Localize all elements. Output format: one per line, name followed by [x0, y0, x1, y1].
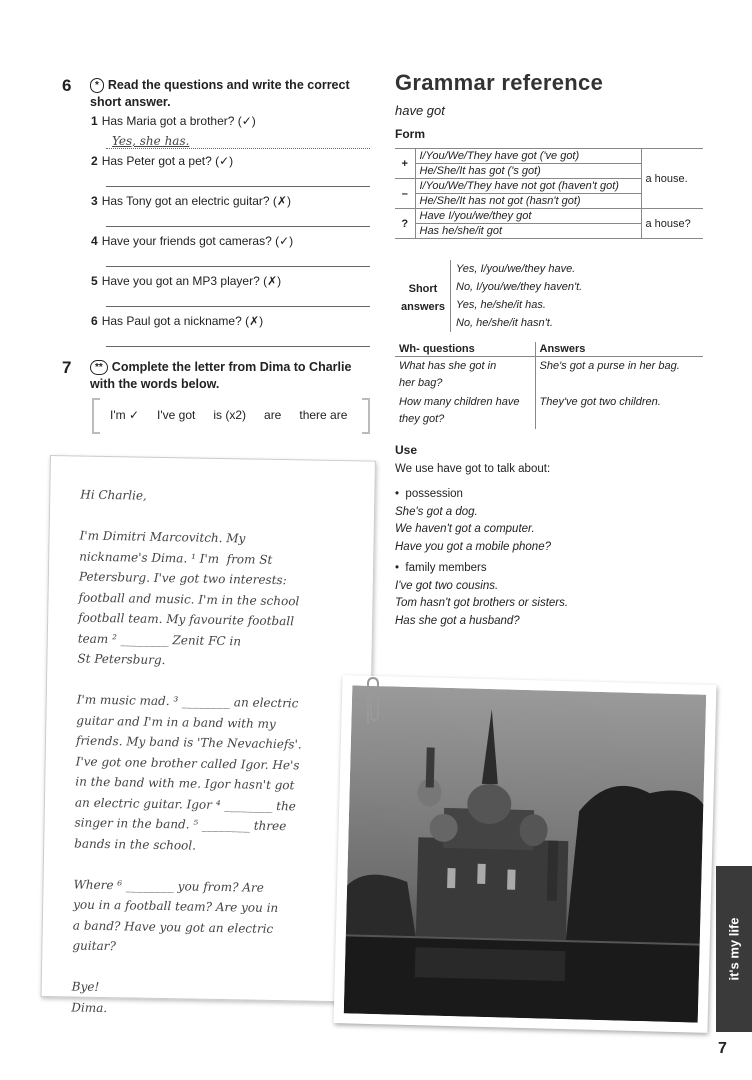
- word-list: [110, 408, 347, 422]
- letter-text: Hi Charlie, I'm Dimitri Marcovitch. My nickname's Dima. ¹ I'm from St Petersburg. I've got two interests: football and music. I'm in the school football team. My favourite football team ² ________ Zenit FC in St Petersburg. I'm music mad. ³ ________ an electric guitar and I'm in a band with my friends. My band is 'The Nevachiefs'. I've got one brother called Igor. He's in the band with me. Igor hasn't got an electric guitar. Igor ⁴ ________ the singer in the band. ⁵ ________ three bands in the school. Where ⁶ ________ you from? Are you in a football team? Are you in a band? Have you got an electric guitar? Bye! Dima.: [71, 487, 302, 1015]
- form-cell: Has he/she/it got: [415, 224, 641, 239]
- wh-question: What has she got in her bag?: [395, 357, 535, 394]
- word-item: I've got: [157, 408, 196, 422]
- word-box: [92, 398, 370, 434]
- answer-line[interactable]: [106, 226, 370, 227]
- photo-frame: [334, 675, 717, 1033]
- exercise-7-title: ** Complete the letter from Dima to Charlie with the words below.: [90, 360, 352, 391]
- bullet-family: • family members: [395, 562, 487, 574]
- bullet-possession: • possession: [395, 488, 463, 500]
- form-table: [395, 148, 703, 239]
- answer-line[interactable]: [106, 346, 370, 347]
- question-5: 5 Have you got an MP3 player? (✗): [91, 274, 282, 288]
- grammar-subtitle: have got: [395, 103, 445, 118]
- paperclip-icon: [362, 676, 384, 726]
- word-item: there are: [299, 408, 348, 422]
- short-answers: Yes, I/you/we/they have. No, I/you/we/they haven't. Yes, he/she/it has. No, he/she/it hasn't.: [450, 260, 582, 332]
- answer-line[interactable]: [106, 306, 370, 307]
- form-cell: I/You/We/They have got ('ve got): [415, 149, 641, 164]
- form-label: Form: [395, 127, 425, 141]
- form-right: a house?: [641, 209, 703, 239]
- page-number: 7: [718, 1040, 727, 1057]
- bracket-right: [362, 398, 370, 434]
- form-cell: I/You/We/They have not got (haven't got): [415, 179, 641, 194]
- difficulty-badge: *: [90, 78, 104, 93]
- use-intro: We use have got to talk about:: [395, 463, 551, 475]
- form-cell: He/She/It has not got (hasn't got): [415, 194, 641, 209]
- answer-line[interactable]: [106, 266, 370, 267]
- exercise-6-header: [62, 76, 71, 96]
- question-4: 4 Have your friends got cameras? (✓): [91, 234, 294, 248]
- section-tab-label: it's my life: [726, 917, 742, 981]
- use-label: Use: [395, 443, 418, 457]
- question-sign: ?: [395, 209, 415, 239]
- exercise-number: 6: [62, 76, 72, 95]
- answer-line[interactable]: [106, 186, 370, 187]
- word-item: are: [264, 408, 282, 422]
- use-examples: • possession She's got a dog. We haven't got a computer. Have you got a mobile phone? • family members I've got two cousins. Tom hasn't got brothers or sisters. Has she got a husband?: [395, 488, 569, 627]
- word-item: is (x2): [213, 408, 247, 422]
- bracket-left: [92, 398, 100, 434]
- word-item: I'm ✓: [110, 408, 140, 422]
- wh-answer: They've got two children.: [539, 396, 661, 408]
- wh-answer: She's got a purse in her bag.: [539, 360, 680, 372]
- grammar-title: Grammar reference: [395, 70, 604, 95]
- cathedral-photo: [344, 685, 706, 1022]
- wh-header: Wh- questions: [395, 342, 535, 357]
- question-2: 2 Has Peter got a pet? (✓): [91, 154, 234, 168]
- wh-question: How many children have they got?: [395, 393, 535, 429]
- wh-table: [395, 342, 703, 429]
- answers-header: Answers: [539, 343, 586, 355]
- short-answers-label: Short answers: [400, 283, 446, 313]
- minus-sign: –: [395, 179, 415, 209]
- form-right: a house.: [641, 149, 703, 209]
- question-6: 6 Has Paul got a nickname? (✗): [91, 314, 264, 328]
- plus-sign: +: [395, 149, 415, 179]
- question-1: 1 Has Maria got a brother? (✓): [91, 114, 256, 128]
- exercise-7-header: [62, 358, 71, 378]
- form-cell: Have I/you/we/they got: [415, 209, 641, 224]
- answer-line[interactable]: [106, 148, 370, 149]
- question-3: 3 Has Tony got an electric guitar? (✗): [91, 194, 291, 208]
- exercise-number: 7: [62, 358, 72, 377]
- form-cell: He/She/It has got ('s got): [415, 164, 641, 179]
- section-tab: [716, 866, 752, 1032]
- answer-1: Yes, she has.: [112, 134, 190, 148]
- exercise-6-title: * Read the questions and write the correct short answer.: [90, 78, 350, 109]
- difficulty-badge: **: [90, 360, 108, 375]
- letter-card: [41, 455, 376, 1015]
